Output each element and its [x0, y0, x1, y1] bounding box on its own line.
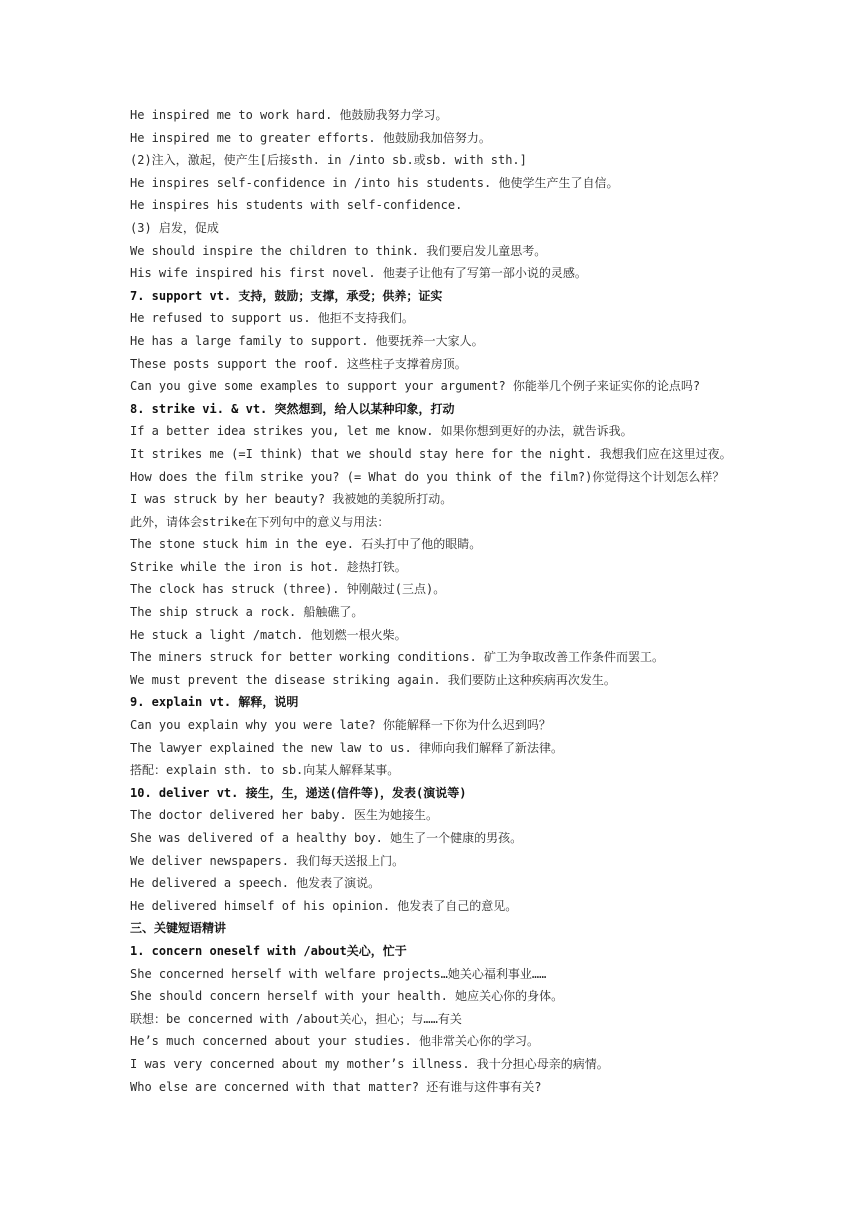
- text-line: The ship struck a rock. 船触礁了。: [130, 605, 364, 620]
- document-body: [130, 104, 830, 1098]
- text-line: He stuck a light /match. 他划燃一根火柴。: [130, 627, 407, 642]
- text-line: We deliver newspapers. 我们每天送报上门。: [130, 853, 405, 868]
- text-line: Who else are concerned with that matter? 还有谁与这件事有关?: [130, 1079, 542, 1094]
- text-line: The miners struck for better working conditions. 矿工为争取改善工作条件而罢工。: [130, 650, 665, 665]
- text-line: It strikes me (=I think) that we should stay here for the night. 我想我们应在这里过夜。: [130, 446, 732, 461]
- text-line: The stone stuck him in the eye. 石头打中了他的眼睛。: [130, 537, 482, 552]
- text-line: He has a large family to support. 他要抚养一大家人。: [130, 333, 484, 348]
- text-line: He’s much concerned about your studies. 他非常关心你的学习。: [130, 1034, 539, 1049]
- text-line: He inspired me to greater efforts. 他鼓励我加倍努力。: [130, 130, 491, 145]
- text-line: He delivered himself of his opinion. 他发表了自己的意见。: [130, 898, 518, 913]
- text-line: He delivered a speech. 他发表了演说。: [130, 876, 381, 891]
- text-line: He refused to support us. 他拒不支持我们。: [130, 311, 414, 326]
- text-line: We must prevent the disease striking again. 我们要防止这种疾病再次发生。: [130, 672, 616, 687]
- text-line: 联想：be concerned with /about关心，担心；与……有关: [130, 1011, 462, 1026]
- text-line: How does the film strike you? (= What do you think of the film?)你觉得这个计划怎么样？: [130, 469, 725, 484]
- text-line: I was very concerned about my mother’s illness. 我十分担心母亲的病情。: [130, 1056, 609, 1071]
- section-heading: 10. deliver vt. 接生，生，递送(信件等)，发表(演说等): [130, 785, 467, 800]
- text-line: She should concern herself with your health. 她应关心你的身体。: [130, 989, 564, 1004]
- text-line: Strike while the iron is hot. 趁热打铁。: [130, 559, 407, 574]
- text-line: The clock has struck (three). 钟刚敲过(三点)。: [130, 582, 446, 597]
- text-line: She was delivered of a healthy boy. 她生了一个健康的男孩。: [130, 831, 523, 845]
- text-line: The doctor delivered her baby. 医生为她接生。: [130, 808, 438, 823]
- text-line: 搭配：explain sth. to sb.向某人解释某事。: [130, 763, 400, 778]
- section-heading: 9. explain vt. 解释，说明: [130, 695, 299, 710]
- text-line: He inspires his students with self-confidence.: [130, 198, 463, 213]
- text-line: Can you explain why you were late? 你能解释一下你为什么迟到吗？: [130, 718, 551, 733]
- text-line: Can you give some examples to support your argument? 你能举几个例子来证实你的论点吗?: [130, 379, 701, 394]
- section-heading: 7. support vt. 支持，鼓励；支撑，承受；供养；证实: [130, 288, 443, 303]
- text-line: He inspired me to work hard. 他鼓励我努力学习。: [130, 108, 448, 122]
- section-heading: 1. concern oneself with /about关心，忙于: [130, 943, 407, 958]
- text-line: She concerned herself with welfare projects…她关心福利事业……: [130, 966, 547, 981]
- text-line: (3) 启发，促成: [130, 220, 219, 235]
- text-line: (2)注入，激起，使产生[后接sth. in /into sb.或sb. with sth.]: [130, 153, 527, 168]
- section-heading: 8. strike vi. & vt. 突然想到，给人以某种印象，打动: [130, 401, 455, 416]
- text-line: If a better idea strikes you, let me know. 如果你想到更好的办法，就告诉我。: [130, 424, 633, 439]
- text-line: His wife inspired his first novel. 他妻子让他有了写第一部小说的灵感。: [130, 266, 587, 281]
- text-line: The lawyer explained the new law to us. 律师向我们解释了新法律。: [130, 740, 563, 755]
- text-line: These posts support the roof. 这些柱子支撑着房顶。: [130, 356, 467, 371]
- text-line: We should inspire the children to think. 我们要启发儿童思考。: [130, 243, 547, 258]
- section-heading: 三、关键短语精讲: [130, 921, 227, 936]
- text-line: He inspires self-confidence in /into his students. 他使学生产生了自信。: [130, 175, 619, 190]
- text-line: I was struck by her beauty? 我被她的美貌所打动。: [130, 492, 453, 507]
- text-line: 此外，请体会strike在下列句中的意义与用法：: [130, 514, 390, 529]
